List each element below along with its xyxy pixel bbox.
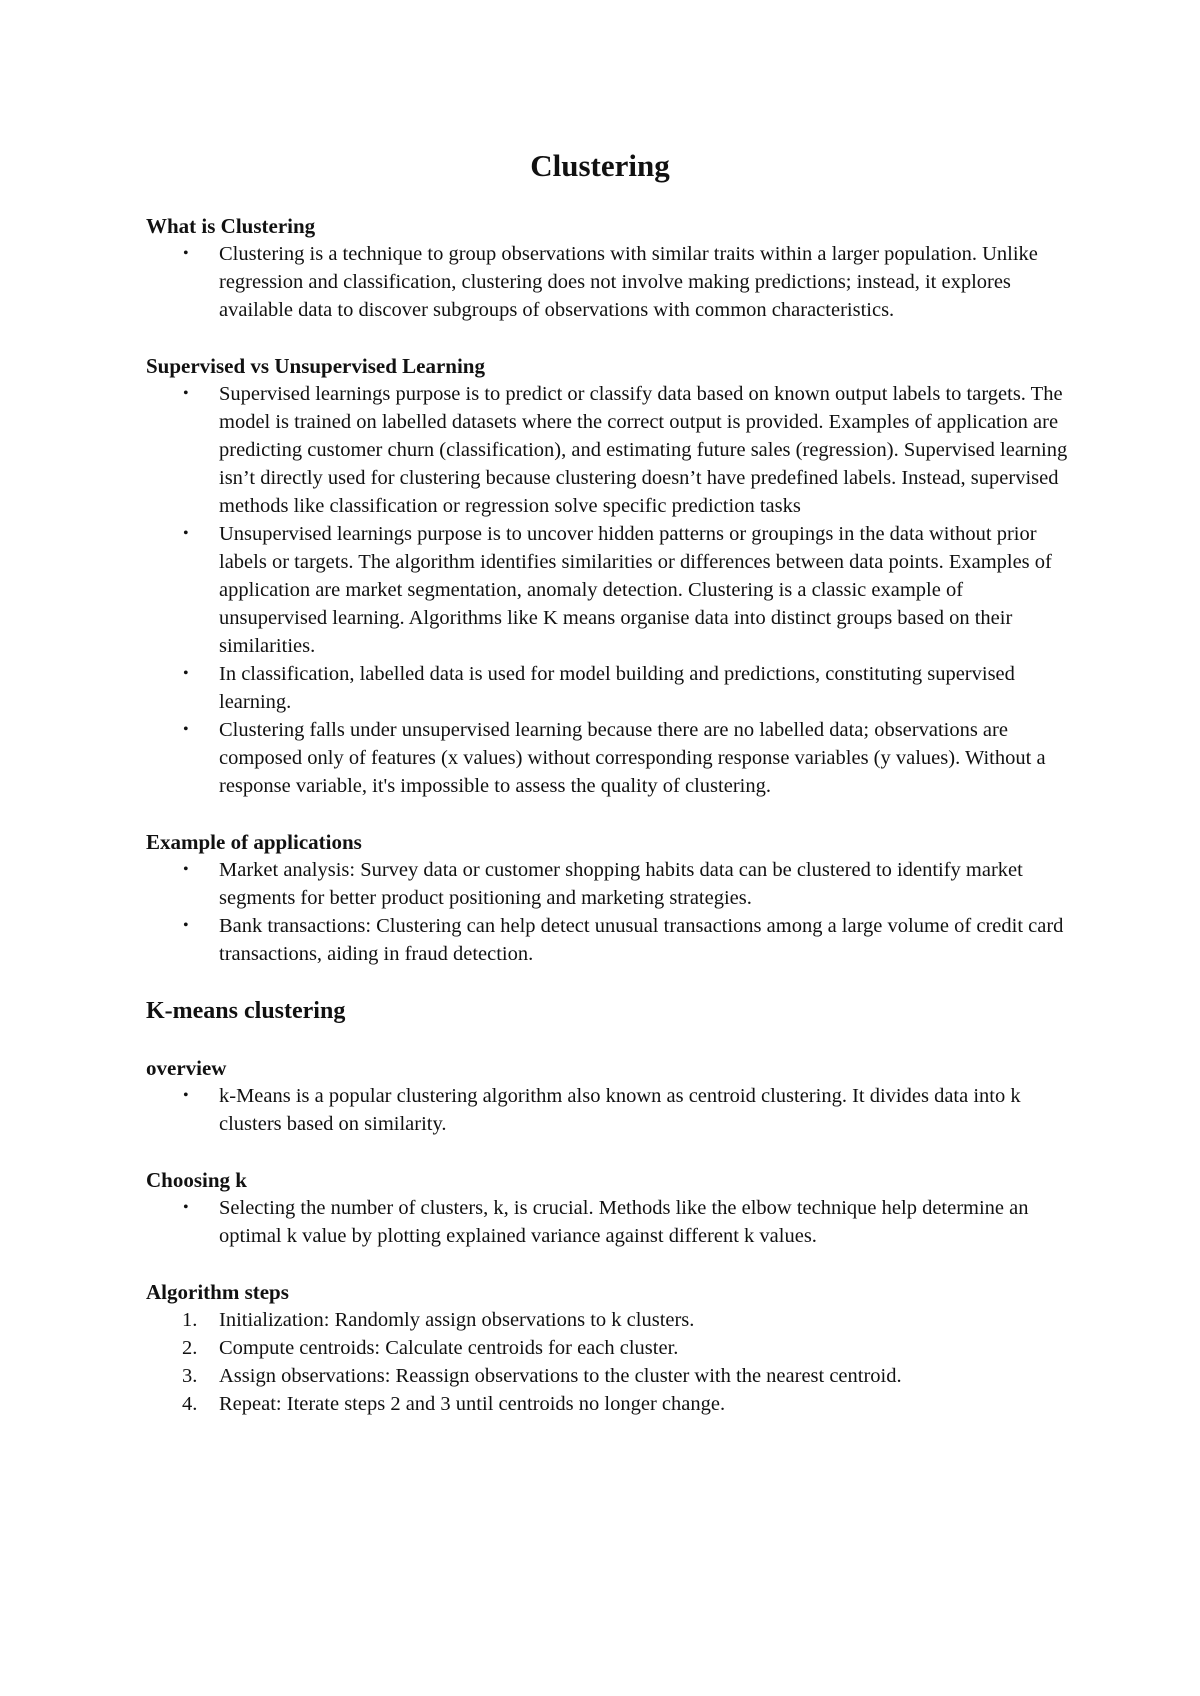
bullet-icon: • bbox=[183, 525, 189, 542]
step-number: 3. bbox=[182, 1365, 198, 1387]
bullet-icon: • bbox=[183, 721, 189, 738]
numbered-list bbox=[146, 1306, 1076, 1418]
step-number: 1. bbox=[182, 1309, 198, 1331]
list-item-text: Unsupervised learnings purpose is to uncover hidden patterns or groupings in the data without prior labels or targets. The algorithm identifies similarities or differences between data points. Examples of application are market segmentation, anomaly detection. Clustering is a classic example of unsupervised learning. Algorithms like K means organise data into distinct groups based on their similarities. bbox=[219, 523, 1052, 657]
list-item-text: Compute centroids: Calculate centroids for each cluster. bbox=[219, 1337, 679, 1359]
bullet-list bbox=[146, 380, 1076, 800]
bullet-icon: • bbox=[183, 1199, 189, 1216]
list-item bbox=[146, 520, 1076, 660]
list-item-text: Clustering falls under unsupervised learning because there are no labelled data; observations are composed only of features (x values) without corresponding response variables (y values). Without a response variable, it's impossible to assess the quality of clustering. bbox=[219, 719, 1046, 797]
list-item bbox=[146, 856, 1076, 912]
list-item-text: Assign observations: Reassign observations to the cluster with the nearest centroid. bbox=[219, 1365, 902, 1387]
bullet-icon: • bbox=[183, 245, 189, 262]
step-number: 2. bbox=[182, 1337, 198, 1359]
list-item-text: Selecting the number of clusters, k, is crucial. Methods like the elbow technique help determine an optimal k value by plotting explained variance against different k values. bbox=[219, 1197, 1029, 1247]
list-item bbox=[146, 1194, 1076, 1250]
list-item-text: Clustering is a technique to group observations with similar traits within a larger population. Unlike regression and classification, clustering does not involve making predictions; instead, it explores available data to discover subgroups of observations with common characteristics. bbox=[219, 243, 1038, 321]
list-item bbox=[146, 1306, 1076, 1334]
bullet-icon: • bbox=[183, 861, 189, 878]
bullet-icon: • bbox=[183, 665, 189, 682]
list-item-text: In classification, labelled data is used for model building and predictions, constituting supervised learning. bbox=[219, 663, 1015, 713]
kmeans-heading: K-means clustering bbox=[146, 998, 346, 1024]
section-heading: Choosing k bbox=[146, 1168, 247, 1192]
section-example-applications bbox=[146, 828, 1076, 968]
list-item bbox=[146, 1390, 1076, 1418]
step-number: 4. bbox=[182, 1393, 198, 1415]
list-item-text: k-Means is a popular clustering algorithm also known as centroid clustering. It divides data into k clusters based on similarity. bbox=[219, 1085, 1021, 1135]
section-heading: What is Clustering bbox=[146, 214, 316, 238]
section-choosing-k bbox=[146, 1166, 1076, 1250]
list-item bbox=[146, 1362, 1076, 1390]
section-supervised-vs-unsupervised bbox=[146, 352, 1076, 800]
list-item-text: Initialization: Randomly assign observations to k clusters. bbox=[219, 1309, 695, 1331]
section-heading: overview bbox=[146, 1056, 227, 1080]
section-kmeans bbox=[146, 996, 1076, 1026]
document-body bbox=[146, 212, 1076, 1418]
list-item bbox=[146, 716, 1076, 800]
section-what-is-clustering bbox=[146, 212, 1076, 324]
list-item bbox=[146, 1082, 1076, 1138]
list-item-text: Supervised learnings purpose is to predict or classify data based on known output labels to targets. The model is trained on labelled datasets where the correct output is provided. Examples of application are predicting customer churn (classification), and estimating future sales (regression). Supervised learning isn’t directly used for clustering because clustering doesn’t have predefined labels. Instead, supervised methods like classification or regression solve specific prediction tasks bbox=[219, 383, 1068, 517]
list-item bbox=[146, 1334, 1076, 1362]
list-item-text: Repeat: Iterate steps 2 and 3 until centroids no longer change. bbox=[219, 1393, 726, 1415]
section-heading: Algorithm steps bbox=[146, 1280, 289, 1304]
bullet-list bbox=[146, 1194, 1076, 1250]
bullet-icon: • bbox=[183, 385, 189, 402]
list-item bbox=[146, 912, 1076, 968]
section-heading: Example of applications bbox=[146, 830, 362, 854]
section-overview bbox=[146, 1054, 1076, 1138]
section-algorithm-steps bbox=[146, 1278, 1076, 1418]
bullet-list bbox=[146, 1082, 1076, 1138]
list-item bbox=[146, 240, 1076, 324]
document-title: Clustering bbox=[530, 148, 670, 183]
list-item-text: Bank transactions: Clustering can help detect unusual transactions among a large volume of credit card transactions, aiding in fraud detection. bbox=[219, 915, 1064, 965]
list-item bbox=[146, 660, 1076, 716]
bullet-list bbox=[146, 856, 1076, 968]
bullet-list bbox=[146, 240, 1076, 324]
section-heading: Supervised vs Unsupervised Learning bbox=[146, 354, 485, 378]
list-item bbox=[146, 380, 1076, 520]
bullet-icon: • bbox=[183, 917, 189, 934]
list-item-text: Market analysis: Survey data or customer shopping habits data can be clustered to identify market segments for better product positioning and marketing strategies. bbox=[219, 859, 1023, 909]
bullet-icon: • bbox=[183, 1087, 189, 1104]
